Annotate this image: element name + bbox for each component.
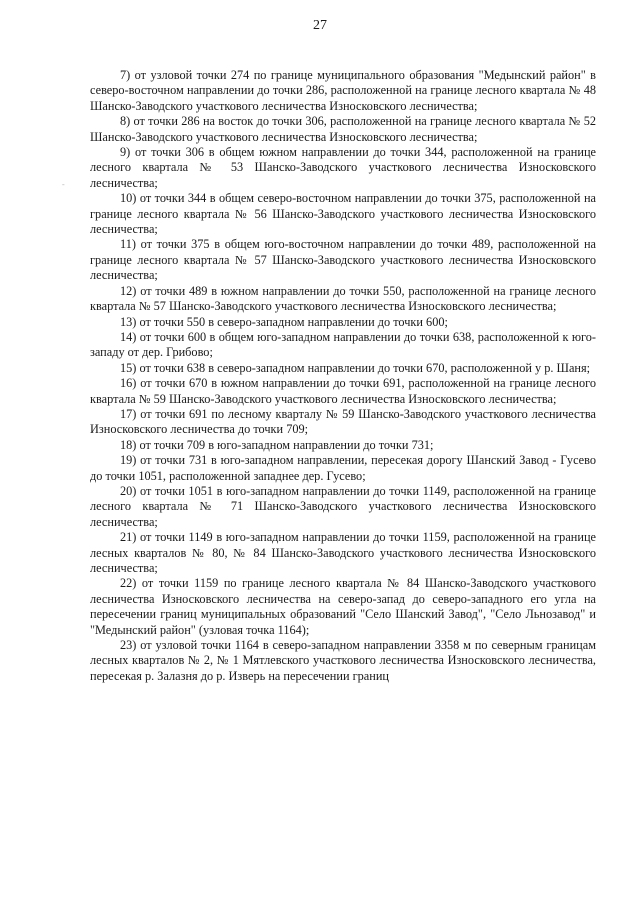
paragraph-12: 12) от точки 489 в южном направлении до точки 550, расположенной на границе лесного квартала № 57 Шанско-Заводского участкового лесничества Износковского лесничества; (90, 283, 596, 314)
paragraph-13: 13) от точки 550 в северо-западном направлении до точки 600; (120, 314, 448, 329)
paragraph-21: 21) от точки 1149 в юго-западном направлении до точки 1159, расположенной на границе лесных кварталов № 80, № 84 Шанско-Заводского участкового лесничества Износковского лесничества; (90, 530, 596, 575)
document-body (90, 68, 596, 684)
paragraph-10: 10) от точки 344 в общем северо-восточном направлении до точки 375, расположенной на границе лесного квартала № 56 Шанско-Заводского участкового лесничества Износковского лесничества; (90, 191, 596, 237)
paragraph-18: 18) от точки 709 в юго-западном направлении до точки 731; (120, 437, 434, 452)
paragraph-23: 23) от узловой точки 1164 в северо-западном направлении 3358 м по северным границам лесных кварталов № 2, № 1 Мятлевского участкового лесничества Износковского лесничества, пересекая р. Залазня до р. Изверь на пересечении границ (90, 638, 596, 683)
paragraph-9: 9) от точки 306 в общем южном направлении до точки 344, расположенной на границе лесного квартала № 53 Шанско-Заводского участкового лесничества Износковского лесничества; (90, 145, 596, 190)
paragraph-19: 19) от точки 731 в юго-западном направлении, пересекая дорогу Шанский Завод - Гусево до точки 1051, расположенной западнее дер. Гусево; (90, 453, 596, 483)
paragraph-20: 20) от точки 1051 в юго-западном направлении до точки 1149, расположенной на границе лесного квартала № 71 Шанско-Заводского участкового лесничества Износковского лесничества; (90, 483, 596, 529)
paragraph-8: 8) от точки 286 на восток до точки 306, расположенной на границе лесного квартала № 52 Шанско-Заводского участкового лесничества Износковского лесничества; (90, 114, 596, 144)
page-number: 27 (313, 18, 327, 33)
paragraph-17: 17) от точки 691 по лесному кварталу № 59 Шанско-Заводского участкового лесничества Износковского лесничества до точки 709; (90, 406, 596, 437)
paragraph-15: 15) от точки 638 в северо-западном направлении до точки 670, расположенной у р. Шаня; (120, 360, 591, 375)
margin-mark: - (62, 180, 65, 189)
paragraph-16: 16) от точки 670 в южном направлении до точки 691, расположенной на границе лесного квартала № 59 Шанско-Заводского участкового лесничества Износковского лесничества; (90, 376, 596, 406)
paragraph-22: 22) от точки 1159 по границе лесного квартала № 84 Шанско-Заводского участкового лесничества Износковского лесничества на северо-запад до северо-западного его угла на пересечении границ муниципальных образований "Село Шанский Завод", "Село Льнозавод" и "Медынский район" (узловая точка 1164); (90, 576, 596, 637)
paragraph-11: 11) от точки 375 в общем юго-восточном направлении до точки 489, расположенной на границе лесного квартала № 57 Шанско-Заводского участкового лесничества Износковского лесничества; (90, 237, 596, 283)
paragraph-7: 7) от узловой точки 274 по границе муниципального образования "Медынский район" в северо-восточном направлении до точки 286, расположенной на границе лесного квартала № 48 Шанско-Заводского участкового лесничества Износковского лесничества; (90, 68, 596, 113)
paragraph-14: 14) от точки 600 в общем юго-западном направлении до точки 638, расположенной к юго-западу от дер. Грибово; (90, 329, 596, 360)
